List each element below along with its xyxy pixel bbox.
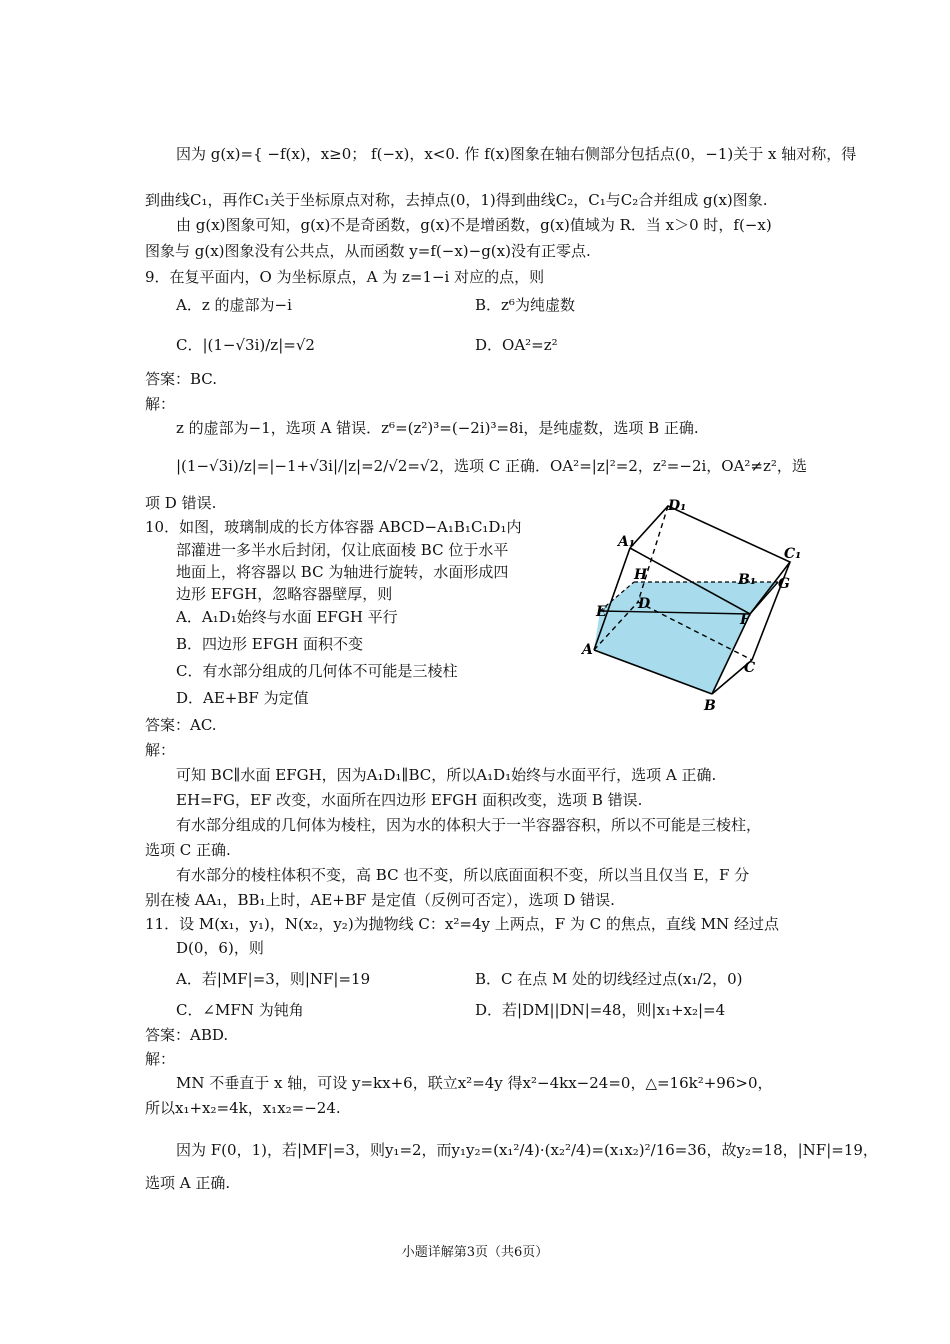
text-line: EH=FG，EF 改变，水面所在四边形 EFGH 面积改变，选项 B 错误. [176, 791, 643, 809]
answer-10: 答案：AC. [145, 716, 217, 734]
text-line: 到曲线C₁，再作C₁关于坐标原点对称，去掉点(0，1)得到曲线C₂，C₁与C₂合并组成 g(x)图象. [145, 191, 768, 209]
text-line: 选项 A 正确. [145, 1174, 231, 1192]
vertex-label-b: B [704, 698, 716, 714]
text-line: 有水部分的棱柱体积不变，高 BC 也不变，所以底面面积不变，所以当且仅当 E，F 分 [176, 866, 750, 884]
text-line: |(1−√3i)/z|=|−1+√3i|/|z|=2/√2=√2，选项 C 正确．OA²=|z|²=2，z²=−2i，OA²≠z²，选 [176, 457, 807, 475]
option-11c: C．∠MFN 为钝角 [176, 1001, 304, 1019]
vertex-label-b1: B₁ [738, 572, 756, 588]
text-line: 边形 EFGH，忽略容器壁厚，则 [176, 585, 393, 603]
vertex-label-a1: A₁ [618, 534, 635, 550]
text-line: 由 g(x)图象可知，g(x)不是奇函数，g(x)不是增函数，g(x)值域为 R．当 x＞0 时，f(−x) [176, 216, 772, 234]
vertex-label-a: A [582, 642, 593, 658]
vertex-label-g: G [778, 576, 790, 592]
water-region [594, 582, 778, 694]
option-10d: D．AE+BF 为定值 [176, 689, 309, 707]
cuboid-figure [580, 496, 810, 716]
option-10a: A．A₁D₁始终与水面 EFGH 平行 [176, 608, 398, 626]
text-line: 地面上，将容器以 BC 为轴进行旋转，水面形成四 [176, 563, 509, 581]
text-line: 可知 BC∥水面 EFGH，因为A₁D₁∥BC，所以A₁D₁始终与水面平行，选项 A 正确. [176, 766, 717, 784]
question-11-stem: 11．设 M(x₁，y₁)，N(x₂，y₂)为抛物线 C：x²=4y 上两点，F 为 C 的焦点，直线 MN 经过点 [145, 915, 779, 933]
vertex-label-c1: C₁ [784, 546, 802, 562]
option-11a: A．若|MF|=3，则|NF|=19 [176, 970, 371, 988]
text-line: D(0，6)，则 [176, 939, 264, 957]
vertex-label-c: C [744, 660, 756, 676]
option-9a: A．z 的虚部为−i [176, 296, 292, 314]
vertex-label-h: H [634, 567, 648, 583]
text-line: 因为 g(x)={ −f(x)，x≥0； f(−x)，x<0. 作 f(x)图象在轴右侧部分包括点(0，−1)关于 x 轴对称，得 [176, 145, 857, 163]
solution-label: 解： [145, 395, 176, 413]
option-11b: B．C 在点 M 处的切线经过点(x₁/2，0) [475, 970, 743, 988]
question-10-stem: 10．如图，玻璃制成的长方体容器 ABCD−A₁B₁C₁D₁内 [145, 518, 522, 536]
vertex-label-d1: D₁ [668, 498, 687, 514]
text-line: z 的虚部为−1，选项 A 错误．z⁶=(z²)³=(−2i)³=8i，是纯虚数，选项 B 正确. [176, 419, 699, 437]
text-line: 图象与 g(x)图象没有公共点，从而函数 y=f(−x)−g(x)没有正零点. [145, 242, 591, 260]
vertex-label-e: E [596, 604, 607, 620]
option-9d: D．OA²=z² [475, 336, 558, 354]
page-footer: 小题详解第3页（共6页） [401, 1245, 549, 1260]
vertex-label-f: F [740, 612, 750, 628]
text-line: 项 D 错误. [145, 494, 217, 512]
solution-label: 解： [145, 1050, 176, 1068]
option-9b: B．z⁶为纯虚数 [475, 296, 575, 314]
option-10b: B．四边形 EFGH 面积不变 [176, 635, 363, 653]
text-line: 别在棱 AA₁，BB₁上时，AE+BF 是定值（反例可否定），选项 D 错误. [145, 891, 615, 909]
text-line: 有水部分组成的几何体为棱柱，因为水的体积大于一半容器容积，所以不可能是三棱柱， [176, 816, 762, 834]
text-line: 部灌进一多半水后封闭，仅让底面棱 BC 位于水平 [176, 541, 509, 559]
question-9-stem: 9．在复平面内，O 为坐标原点，A 为 z=1−i 对应的点，则 [145, 268, 545, 286]
option-11d: D．若|DM||DN|=48，则|x₁+x₂|=4 [475, 1001, 726, 1019]
text-line: 因为 F(0，1)，若|MF|=3，则y₁=2，而y₁y₂=(x₁²/4)·(x₂²/4)=(x₁x₂)²/16=36，故y₂=18，|NF|=19， [176, 1141, 878, 1159]
answer-11: 答案：ABD. [145, 1026, 229, 1044]
text-line: MN 不垂直于 x 轴，可设 y=kx+6，联立x²=4y 得x²−4kx−24=0，△=16k²+96>0， [176, 1074, 773, 1092]
answer-9: 答案：BC. [145, 370, 218, 388]
text-line: 选项 C 正确. [145, 841, 231, 859]
option-9c: C．|(1−√3i)/z|=√2 [176, 336, 315, 354]
solution-label: 解： [145, 741, 176, 759]
text-line: 所以x₁+x₂=4k，x₁x₂=−24. [145, 1099, 341, 1117]
option-10c: C．有水部分组成的几何体不可能是三棱柱 [176, 662, 458, 680]
vertex-label-d: D [638, 596, 651, 612]
